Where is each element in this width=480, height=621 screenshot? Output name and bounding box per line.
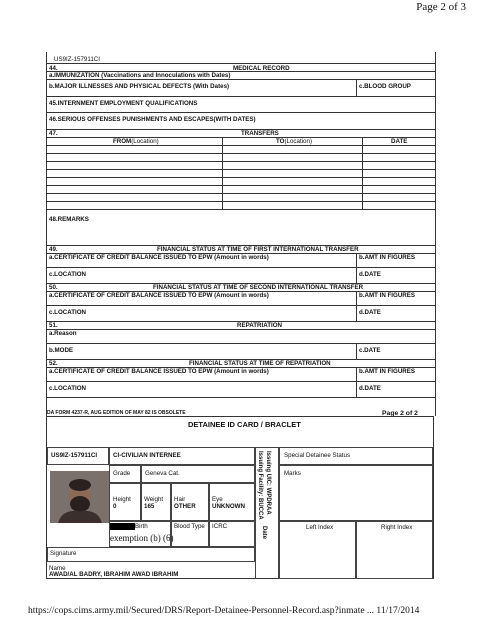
to-column-header [276,138,312,145]
weight-value: 165 [144,503,155,510]
section-44-header [47,63,435,72]
divider [356,254,357,267]
section-47-title: TRANSFERS [241,130,279,137]
page-number: Page 2 of 3 [416,1,466,13]
section-50-title: FINANCIAL STATUS AT TIME OF SECOND INTERNATIONAL TRANSFER [153,284,364,291]
divider [362,138,363,145]
section-47-number: 47. [49,130,58,137]
offenses-label: 46.SERIOUS OFFENSES PUNISHMENTS AND ESCAPES(WITH DATES) [49,116,256,123]
certificate-label: a.CERTIFICATE OF CREDIT BALANCE ISSUED TO EPW (Amount in words) [49,292,269,299]
section-52-header [47,360,435,368]
mode-label: b.MODE [49,347,74,354]
eye-cell [209,483,255,521]
section-52-number: 52. [49,360,58,367]
detainee-name: AWAD/AL BADRY, IBRAHIM AWAD IBRAHIM [49,571,179,578]
illnesses-label: b.MAJOR ILLNESSES AND PHYSICAL DEFECTS (With Dates) [49,83,230,90]
remarks-label: 48.REMARKS [49,216,89,223]
immunization-label: a.IMMUNIZATION (Vaccinations and Innoculations with Dates) [49,72,231,79]
portrait-image [50,471,110,523]
marks-cell [279,465,433,521]
divider [222,170,223,177]
form-footer-page: Page 2 of 2 [382,410,418,417]
divider [356,292,357,305]
amount-label: b.AMT IN FIGURES [359,292,416,299]
weight-cell [141,483,171,521]
page-url-footer: https://cops.cims.army.mil/Secured/DRS/Report-Detainee-Personnel-Record.asp?inmate ... 11/17/2014 [28,606,420,616]
divider [362,178,363,185]
transfer-row [47,194,435,202]
divider [222,138,223,145]
height-cell [109,483,141,521]
section-50-number: 50. [49,284,58,291]
from-column-header [113,138,159,145]
section-47-header [47,130,435,138]
immunization-row [47,72,435,80]
date-label: d.DATE [359,385,381,392]
left-index-label: Left Index [306,524,334,531]
name-cell [47,562,255,579]
grade-cell [109,465,141,483]
location-label: c.LOCATION [49,385,87,392]
section-52-certificate-row [47,368,435,382]
divider [222,194,223,201]
grade-label: Grade [113,470,131,477]
section-49-number: 49. [49,246,58,253]
document-id: US9IZ-157911CI [54,56,100,63]
eye-value: UNKNOWN [212,503,245,510]
divider [356,306,357,321]
right-index-label: Right Index [381,524,413,531]
section-49-location-row [47,268,435,284]
signature-label: Signature [50,550,77,557]
divider [222,146,223,153]
height-value: 0 [113,503,117,510]
mode-row [47,344,435,360]
divider [356,344,357,359]
divider [356,382,357,397]
divider [362,170,363,177]
hair-label: Hair [174,496,186,503]
offenses-row [47,113,435,130]
name-label: Name [49,565,66,572]
signature-cell [47,547,255,562]
geneva-category-label: Geneva Cat. [145,470,180,477]
icrc-cell [209,521,255,547]
divider [362,146,363,153]
special-status-cell [279,447,433,465]
amount-label: b.AMT IN FIGURES [359,254,416,261]
reason-label: a.Reason [49,330,77,337]
form-footer-edition: DA FORM 4237-R, AUG EDITION OF MAY 82 IS OBSOLETE [47,410,186,416]
eye-label: Eye [212,496,223,503]
divider [356,80,357,96]
section-44-number: 44. [49,65,58,72]
weight-label: Weight [144,496,164,503]
transfer-row [47,178,435,186]
transfer-row [47,186,435,194]
date-vertical-label: Date [261,526,267,540]
medical-record-form [46,52,436,416]
birth-label: Birth [135,523,148,530]
transfer-row [47,162,435,170]
section-49-title: FINANCIAL STATUS AT TIME OF FIRST INTERNATIONAL TRANSFER [157,246,359,253]
right-index-cell [356,521,433,579]
reason-row [47,330,435,344]
blood-group-label: c.BLOOD GROUP [359,83,411,90]
divider [362,162,363,169]
icrc-label: ICRC [212,523,228,530]
blood-type-label: Blood Type [174,523,205,530]
transfer-row [47,154,435,162]
height-label: Height [113,496,131,503]
to-label: TO [276,138,285,145]
divider [362,186,363,193]
detainee-id-card [46,416,434,579]
divider [222,154,223,161]
location-label: c.LOCATION [49,309,87,316]
divider [362,202,363,209]
blood-type-cell [171,521,209,547]
section-51-title: REPATRIATION [237,322,283,329]
marks-label: Marks [284,470,301,477]
detainee-photo [50,471,110,523]
hair-cell [171,483,209,521]
left-index-cell [279,521,356,579]
employment-label: 45.INTERNMENT EMPLOYMENT QUALIFICATIONS [49,100,198,107]
date-label: d.DATE [359,271,381,278]
location-label: c.LOCATION [49,271,87,278]
divider [356,368,357,381]
from-sublabel: (Location) [131,138,159,145]
section-52-location-row [47,382,435,398]
id-cell [47,447,109,465]
employment-row [47,97,435,113]
section-50-location-row [47,306,435,322]
section-52-title: FINANCIAL STATUS AT TIME OF REPATRIATION [189,360,331,367]
transfer-row [47,170,435,178]
transfer-row [47,202,435,210]
category-cell [109,447,255,465]
issuing-info [256,451,278,531]
section-50-certificate-row [47,292,435,306]
section-51-header [47,322,435,330]
illnesses-row [47,80,435,97]
divider [222,202,223,209]
amount-label: b.AMT IN FIGURES [359,368,416,375]
hair-value: OTHER [174,503,196,510]
section-44-title: MEDICAL RECORD [233,65,290,72]
certificate-label: a.CERTIFICATE OF CREDIT BALANCE ISSUED TO EPW (Amount in words) [49,368,269,375]
divider [362,194,363,201]
divider [362,154,363,161]
divider [222,178,223,185]
section-50-header [47,284,435,292]
special-status-label: Special Detainee Status [284,452,351,459]
transfers-column-header [47,138,435,146]
exemption-stamp: exemption (b) (6) [110,533,174,543]
section-49-header [47,246,435,254]
redaction-box [110,523,135,530]
card-title: DETAINEE ID CARD / BRACLET [188,420,301,429]
divider [356,268,357,283]
section-49-certificate-row [47,254,435,268]
divider [222,186,223,193]
divider [222,162,223,169]
certificate-label: a.CERTIFICATE OF CREDIT BALANCE ISSUED TO EPW (Amount in words) [49,254,269,261]
detainee-category: CI-CIVILIAN INTERNEE [113,452,181,459]
issuing-uic: Issuing UIC: WPDRAA [265,451,271,515]
date-label: d.DATE [359,309,381,316]
issuing-facility: Issuing Facility: BUCCA [257,451,263,520]
detainee-id: US9IZ-157911CI [51,452,98,459]
geneva-cell [141,465,255,483]
to-sublabel: (Location) [284,138,312,145]
repatriation-date-label: c.DATE [359,347,381,354]
transfer-row [47,146,435,154]
from-label: FROM [113,138,132,145]
section-51-number: 51. [49,322,58,329]
remarks-row [47,213,435,246]
date-column-header: DATE [391,138,408,145]
